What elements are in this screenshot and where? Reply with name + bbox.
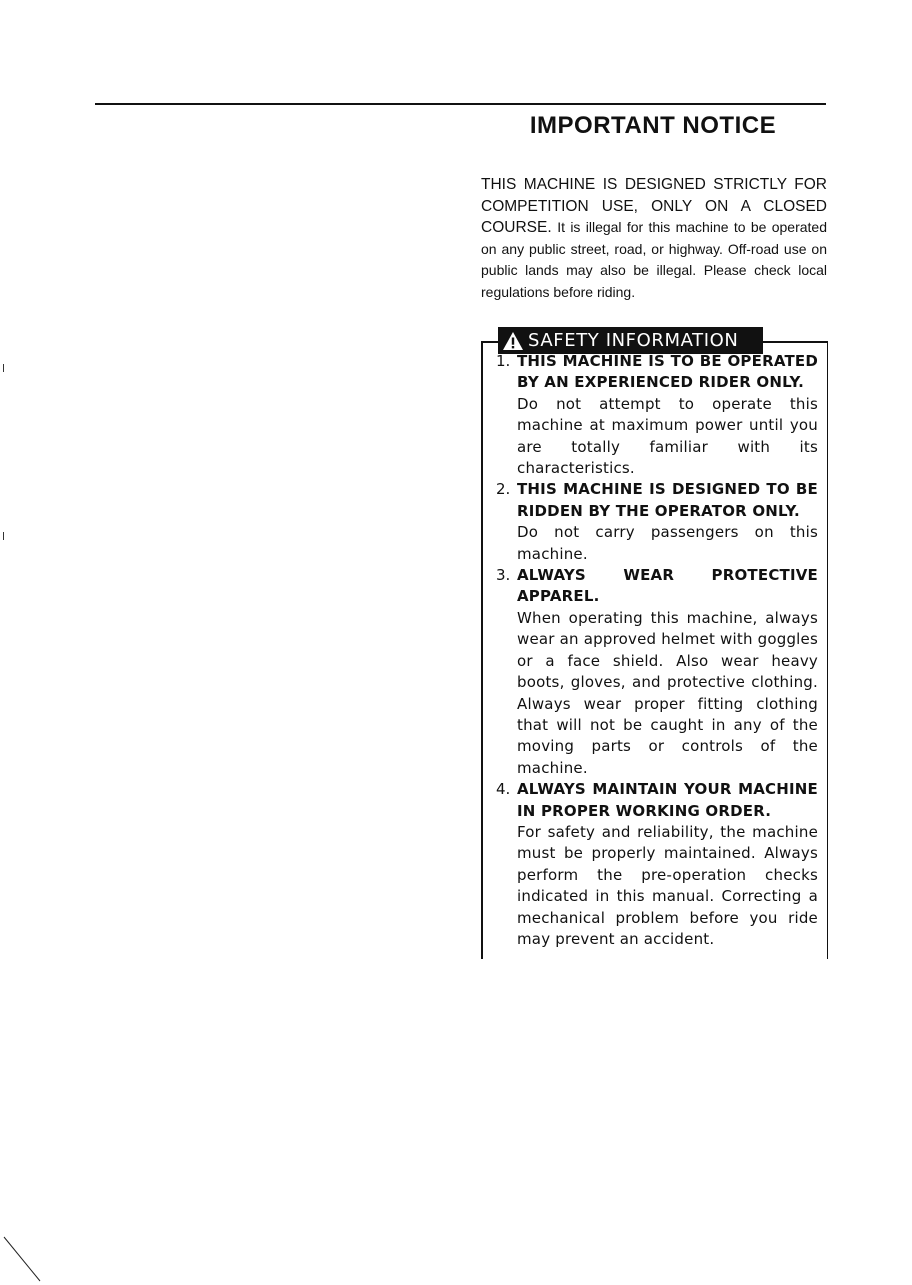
item-body	[517, 779, 818, 950]
safety-information-box	[481, 330, 828, 959]
item-number: 2.	[496, 480, 511, 499]
item-number: 3.	[496, 566, 511, 585]
safety-item-1	[496, 351, 818, 479]
item-heading: THIS MACHINE IS DESIGNED TO BE RIDDEN BY THE OPERATOR ONLY.	[517, 480, 818, 520]
item-heading: THIS MACHINE IS TO BE OPERATED BY AN EXPERIENCED RIDER ONLY.	[517, 352, 818, 392]
safety-header-label: SAFETY INFORMATION	[528, 330, 739, 351]
top-rule	[95, 103, 826, 105]
notice-caps-text: THIS MACHINE IS DESIGNED STRICTLY FOR COMPETITION USE, ONLY ON A CLOSED COURSE.	[481, 176, 827, 237]
safety-item-3	[496, 565, 818, 779]
box-border-right	[827, 341, 829, 959]
item-text: For safety and reliability, the machine must be properly maintained. Always perform the pre-operation checks indicated in this manual. Correcting a mechanical problem before you ride may prevent an accident.	[517, 822, 818, 948]
item-heading: ALWAYS WEAR PROTECTIVE APPAREL.	[517, 566, 818, 606]
item-heading: ALWAYS MAINTAIN YOUR MACHINE IN PROPER WORKING ORDER.	[517, 780, 818, 820]
item-number: 4.	[496, 780, 511, 799]
scan-margin-tick	[3, 364, 4, 372]
safety-items-list	[496, 351, 818, 950]
notice-paragraph	[481, 174, 827, 304]
scan-corner-line	[0, 1235, 45, 1285]
box-border-left	[481, 341, 483, 959]
item-text: When operating this machine, always wear an approved helmet with goggles or a face shield. Also wear heavy boots, gloves, and protective clothing. Always wear proper fitting clothing that will not be caught in any of the moving parts or controls of the machine.	[517, 608, 818, 777]
scan-margin-tick	[3, 532, 4, 540]
safety-item-2	[496, 479, 818, 565]
item-text: Do not attempt to operate this machine at maximum power until you are totally familiar with its characteristics.	[517, 394, 818, 478]
safety-item-4	[496, 779, 818, 950]
item-text: Do not carry passengers on this machine.	[517, 523, 818, 563]
notice-body-text: It is illegal for this machine to be operated on any public street, road, or highway. Off-road use on public lands may also be illegal. Please check local regulations before riding.	[481, 219, 827, 300]
item-body	[517, 479, 818, 565]
box-border-top-right	[763, 341, 828, 343]
warning-triangle-icon	[502, 331, 524, 351]
page-title: IMPORTANT NOTICE	[529, 112, 777, 139]
safety-header	[498, 327, 763, 354]
item-body	[517, 565, 818, 779]
item-number: 1.	[496, 352, 511, 370]
item-body	[517, 351, 818, 479]
box-border-top-left	[481, 341, 499, 343]
